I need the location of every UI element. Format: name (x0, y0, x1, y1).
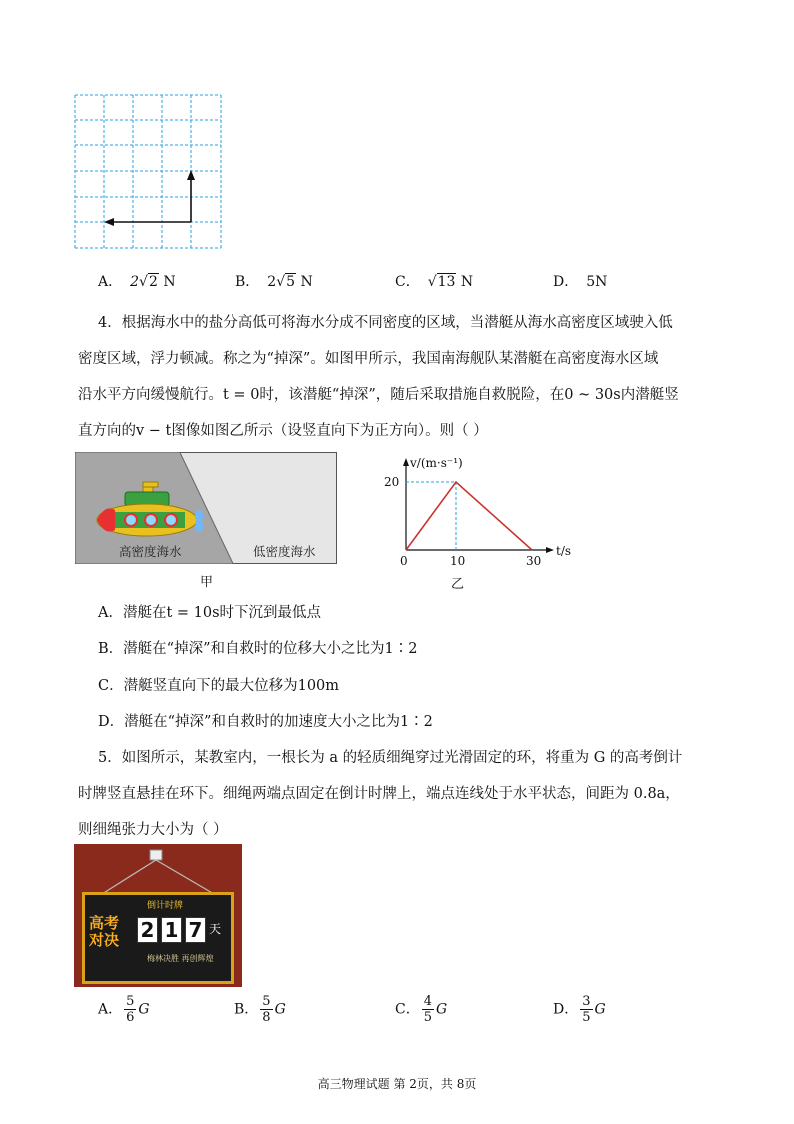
sign-slogan: 梅林决胜 再创辉煌 (147, 954, 214, 963)
q4-option-d[interactable]: D．潜艇在“掉深”和自救时的加速度大小之比为1∶2 (98, 714, 433, 730)
fraction: $\frac{3}{5}$ (582, 994, 591, 1025)
countdown-board (82, 892, 234, 984)
q4-line-2: 密度区域，浮力顿减。称之为“掉深”。如图甲所示，我国南海舰队某潜艇在高密度海水区域 (78, 351, 659, 367)
q4-option-c[interactable]: C．潜艇竖直向下的最大位移为100m (98, 678, 340, 694)
q3-option-a[interactable]: A． 2√2 N (98, 274, 176, 290)
fraction: $\frac{5}{8}$ (262, 994, 271, 1025)
q3-option-d[interactable]: D． 5N (553, 274, 608, 290)
q5-option-c[interactable]: C． $\frac{4}{5}$ G (395, 994, 448, 1025)
q5-option-d[interactable]: D． $\frac{3}{5}$ G (553, 994, 606, 1025)
q5-option-a[interactable]: A． $\frac{5}{6}$ G (98, 994, 150, 1025)
countdown-sign-figure (74, 844, 242, 987)
vector-grid-figure (74, 94, 222, 250)
q4-stem (78, 305, 738, 449)
q4-option-b[interactable]: B．潜艇在“掉深”和自救时的位移大小之比为1∶2 (98, 641, 418, 657)
fraction: $\frac{4}{5}$ (423, 994, 432, 1025)
fraction: $\frac{5}{6}$ (126, 994, 135, 1025)
figure-yi-caption: 乙 (451, 577, 465, 592)
q4-line-4: 直方向的v − t图像如图乙所示（设竖直向下为正方向）。则（ ） (78, 423, 488, 439)
digit-1: 2 (137, 917, 158, 943)
vt-xlabel: t/s (556, 544, 572, 558)
countdown-digits (137, 917, 221, 943)
sqrt-symbol: √ (276, 274, 286, 290)
gaokao-title: 高考对决 (89, 914, 120, 949)
low-density-label: 低密度海水 (253, 544, 316, 559)
q4-option-a[interactable]: A．潜艇在t = 10s时下沉到最低点 (98, 605, 322, 621)
page-footer: 高三物理试题 第 2页，共 8页 (317, 1077, 477, 1091)
figure-jia-caption: 甲 (200, 575, 214, 590)
q3-option-c[interactable]: C． √13 N (395, 274, 474, 290)
vt-ylabel: v/(m·s⁻¹) (410, 456, 463, 470)
q4-line-3: 沿水平方向缓慢航行。t = 0时，该潜艇“掉深”，随后采取措施自救脱险，在0 ~ 30s内潜艇竖 (78, 387, 679, 403)
q5-line-3: 则细绳张力大小为（ ） (78, 822, 228, 838)
vt-xtick-10: 10 (450, 554, 466, 568)
q5-line-2: 时牌竖直悬挂在环下。细绳两端点固定在倒计时牌上，端点连线处于水平状态，间距为 0.8a， (78, 786, 680, 802)
q3-option-b[interactable]: B． 2√5 N (235, 274, 313, 290)
figure-yi (370, 452, 580, 572)
day-label: 天 (209, 922, 222, 936)
digit-3: 7 (185, 917, 206, 943)
countdown-banner: 倒计时牌 (147, 901, 184, 911)
high-density-label: 高密度海水 (119, 544, 182, 559)
q5-line-1: 5．如图所示，某教室内，一根长为 a 的轻质细绳穿过光滑固定的环，将重为 G 的高考倒计 (98, 750, 683, 766)
sqrt-symbol: √ (427, 274, 437, 290)
vt-xtick-0: 0 (400, 554, 408, 568)
sqrt-symbol: √ (139, 274, 148, 290)
vt-ytick-20: 20 (384, 475, 400, 489)
q4-line-1: 4．根据海水中的盐分高低可将海水分成不同密度的区域，当潜艇从海水高密度区域驶入低 (98, 315, 673, 331)
figure-jia (75, 452, 337, 564)
q5-option-b[interactable]: B． $\frac{5}{8}$ G (234, 994, 286, 1025)
digit-2: 1 (161, 917, 182, 943)
q5-stem (78, 740, 738, 848)
vt-xtick-30: 30 (526, 554, 542, 568)
